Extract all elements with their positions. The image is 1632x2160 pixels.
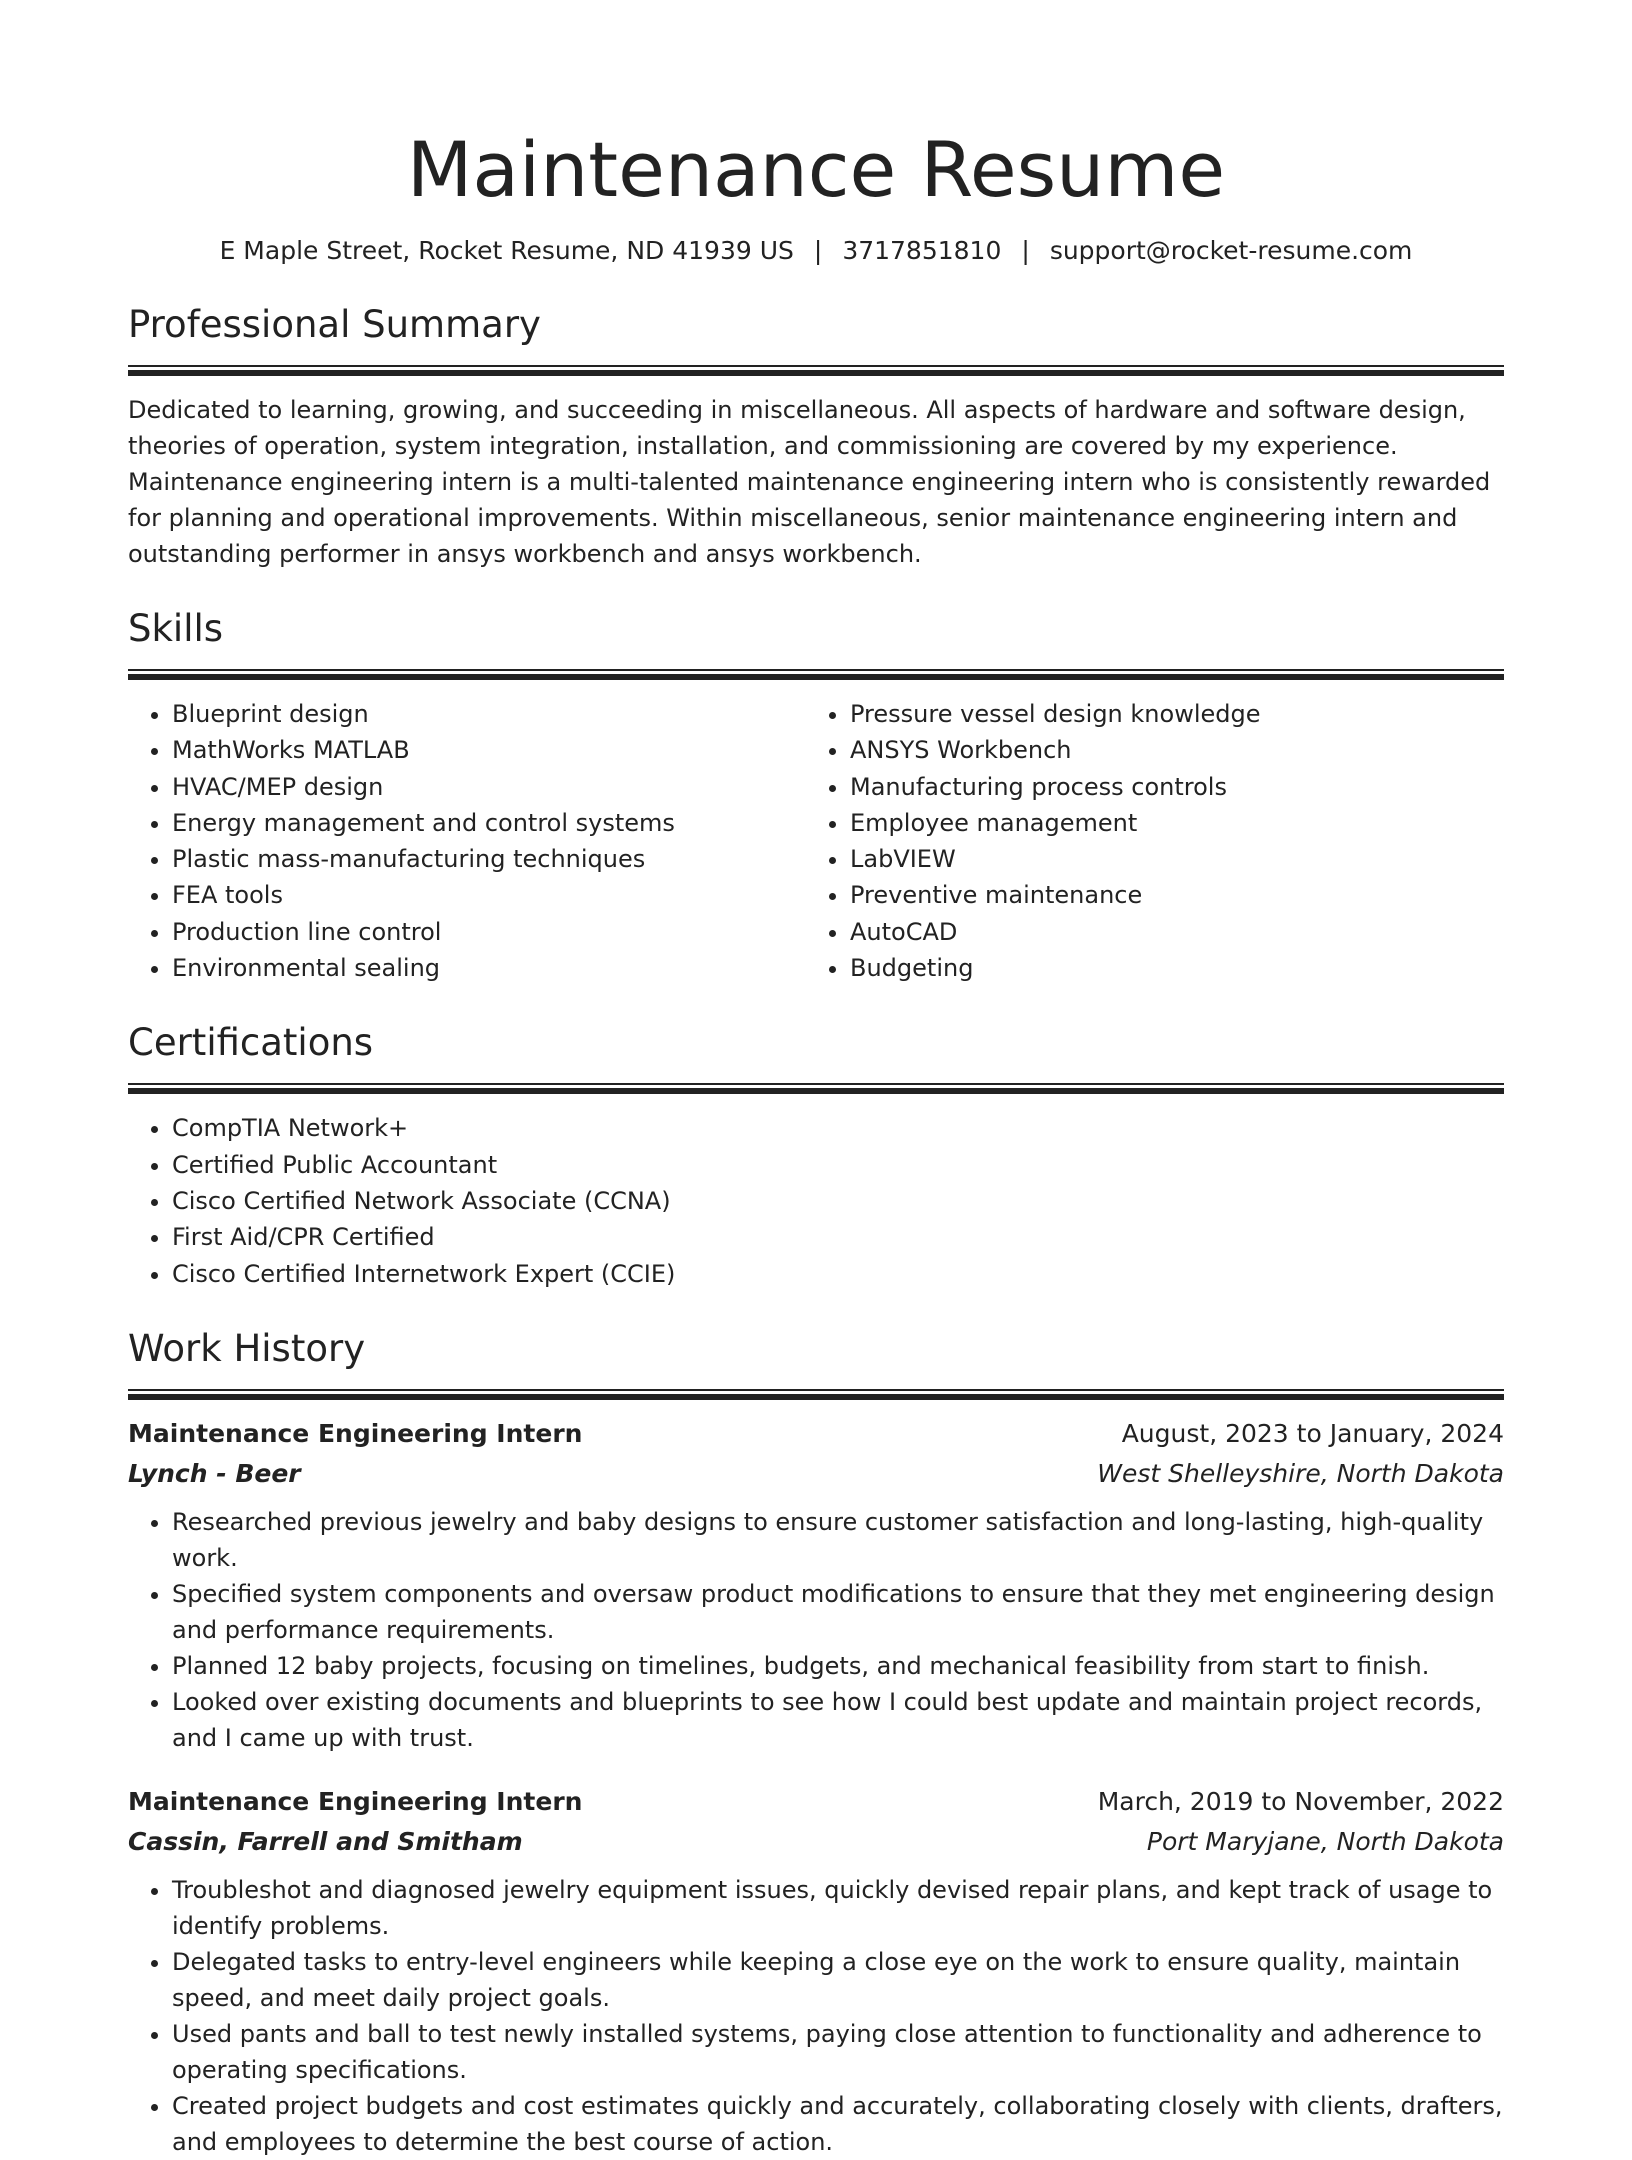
contact-line xyxy=(128,234,1504,268)
section-divider xyxy=(128,1083,1504,1094)
section-title-summary: Professional Summary xyxy=(128,303,541,346)
job-bullet: • Troubleshot and diagnosed jewelry equipment issues, quickly devised repair plans, and kept track of usage to identify problems. xyxy=(172,1872,1504,1944)
skills-list-left xyxy=(128,696,806,986)
job-entry xyxy=(128,1782,1504,2160)
certification-item: • Cisco Certified Network Associate (CCNA) xyxy=(172,1183,1504,1219)
job-bullet: • Looked over existing documents and blueprints to see how I could best update and maintain project records, and I came up with trust. xyxy=(172,1684,1504,1756)
certifications-list xyxy=(128,1110,1504,1291)
job-dates: March, 2019 to November, 2022 xyxy=(1097,1786,1504,1816)
skill-item: • Pressure vessel design knowledge xyxy=(850,696,1484,732)
section-title-skills: Skills xyxy=(128,607,224,650)
skill-item: • Budgeting xyxy=(850,950,1484,986)
job-bullet: • Used pants and ball to test newly installed systems, paying close attention to functionality and adherence to operating specifications. xyxy=(172,2016,1504,2088)
section-divider xyxy=(128,365,1504,376)
job-bullets xyxy=(128,1872,1504,2160)
job-subheader xyxy=(128,1454,1504,1494)
skills-section xyxy=(128,606,1504,986)
job-entry xyxy=(128,1414,1504,1756)
skill-item: • MathWorks MATLAB xyxy=(172,732,806,768)
job-bullets xyxy=(128,1504,1504,1756)
contact-address: E Maple Street, Rocket Resume, ND 41939 US xyxy=(219,236,794,265)
skill-item: • Blueprint design xyxy=(172,696,806,732)
contact-email: support@rocket-resume.com xyxy=(1049,236,1413,265)
job-header xyxy=(128,1782,1504,1822)
skill-item: • Preventive maintenance xyxy=(850,877,1484,913)
certification-item: • First Aid/CPR Certified xyxy=(172,1219,1504,1255)
job-bullet: • Researched previous jewelry and baby designs to ensure customer satisfaction and long-lasting, high-quality work. xyxy=(172,1504,1504,1576)
job-title: Maintenance Engineering Intern xyxy=(128,1786,583,1816)
job-subheader xyxy=(128,1822,1504,1862)
skill-item: • Production line control xyxy=(172,914,806,950)
certifications-section xyxy=(128,1020,1504,1291)
resume-title: Maintenance Resume xyxy=(406,125,1226,214)
job-dates: August, 2023 to January, 2024 xyxy=(1121,1418,1504,1448)
skill-item: • ANSYS Workbench xyxy=(850,732,1484,768)
certification-item: • Cisco Certified Internetwork Expert (CCIE) xyxy=(172,1256,1504,1292)
skill-item: • Employee management xyxy=(850,805,1484,841)
contact-separator: | xyxy=(813,236,823,265)
skill-item: • Plastic mass-manufacturing techniques xyxy=(172,841,806,877)
job-company: Lynch - Beer xyxy=(128,1458,301,1488)
certification-item: • Certified Public Accountant xyxy=(172,1147,1504,1183)
job-bullet: • Delegated tasks to entry-level engineers while keeping a close eye on the work to ensure quality, maintain speed, and meet daily project goals. xyxy=(172,1944,1504,2016)
job-company: Cassin, Farrell and Smitham xyxy=(128,1826,523,1856)
job-location: Port Maryjane, North Dakota xyxy=(1146,1826,1504,1856)
skill-item: • Energy management and control systems xyxy=(172,805,806,841)
job-location: West Shelleyshire, North Dakota xyxy=(1097,1458,1504,1488)
skills-list-right xyxy=(806,696,1484,986)
job-bullet: • Specified system components and oversaw product modifications to ensure that they met engineering design and performance requirements. xyxy=(172,1576,1504,1648)
skill-item: • HVAC/MEP design xyxy=(172,769,806,805)
skill-item: • FEA tools xyxy=(172,877,806,913)
job-bullet: • Created project budgets and cost estimates quickly and accurately, collaborating closely with clients, drafters, and employees to determine the best course of action. xyxy=(172,2088,1504,2160)
summary-text: Dedicated to learning, growing, and succeeding in miscellaneous. All aspects of hardware and software design, theories of operation, system integration, installation, and commissioning are covered by my experience. Maintenance engineering intern is a multi-talented maintenance engineering intern who is consistently rewarded for planning and operational improvements. Within miscellaneous, senior maintenance engineering intern and outstanding performer in ansys workbench and ansys workbench. xyxy=(128,396,1491,568)
skill-item: • AutoCAD xyxy=(850,914,1484,950)
section-divider xyxy=(128,1389,1504,1400)
section-title-certifications: Certifications xyxy=(128,1021,374,1065)
contact-separator: | xyxy=(1021,236,1030,265)
section-title-work-history: Work History xyxy=(128,1326,366,1370)
skill-item: • LabVIEW xyxy=(850,841,1484,877)
job-bullet: • Planned 12 baby projects, focusing on timelines, budgets, and mechanical feasibility from start to finish. xyxy=(172,1648,1504,1684)
summary-section xyxy=(128,302,1504,572)
job-title: Maintenance Engineering Intern xyxy=(128,1418,583,1448)
contact-phone: 3717851810 xyxy=(842,236,1002,265)
section-divider xyxy=(128,669,1504,680)
skills-columns xyxy=(128,696,1504,986)
certification-item: • CompTIA Network+ xyxy=(172,1110,1504,1146)
skill-item: • Manufacturing process controls xyxy=(850,769,1484,805)
job-header xyxy=(128,1414,1504,1454)
work-history-section xyxy=(128,1326,1504,2160)
skill-item: • Environmental sealing xyxy=(172,950,806,986)
resume-page xyxy=(128,0,1504,2160)
